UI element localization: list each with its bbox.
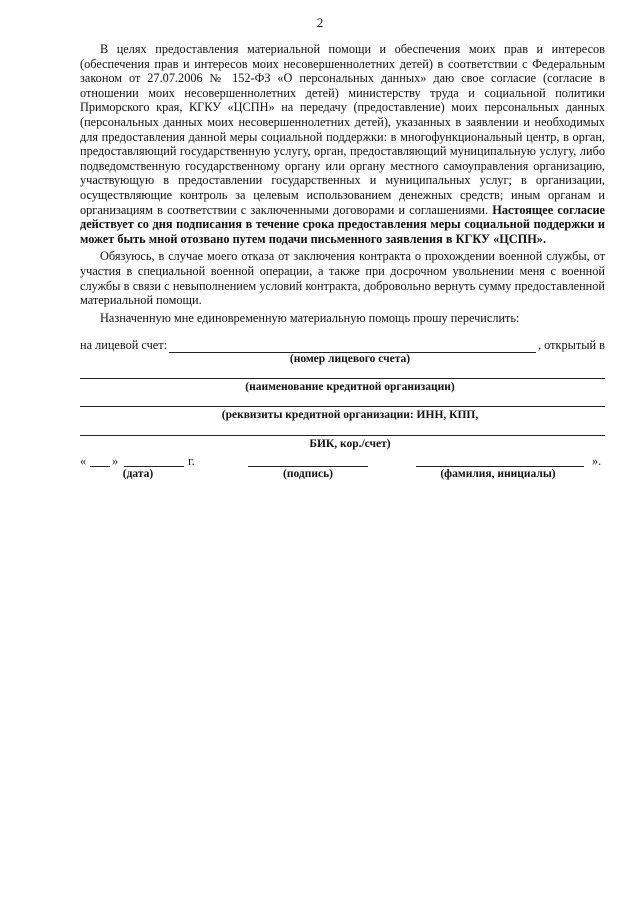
bank-name-caption: (наименование кредитной организации) — [245, 381, 455, 393]
consent-paragraph — [80, 42, 605, 246]
signature-caption: (подпись) — [283, 468, 333, 480]
bank-name-field[interactable] — [80, 368, 605, 379]
consent-validity-text: Настоящее согласие действует со дня подписания в течение срока предоставления меры социальной поддержки и может быть мной отозвано путем подачи письменного заявления в КГКУ «ЦСПН». — [80, 202, 605, 246]
end-mark: ». — [592, 454, 602, 468]
account-prefix: на лицевой счет: — [80, 338, 168, 352]
date-caption: (дата) — [122, 468, 154, 480]
day-field[interactable] — [90, 456, 110, 467]
page-number: 2 — [316, 15, 324, 30]
date-quote-close: » — [112, 454, 119, 468]
account-row — [80, 337, 605, 353]
signature-field[interactable] — [248, 456, 368, 467]
bank-details-field[interactable] — [80, 396, 605, 407]
year-suffix: г. — [188, 454, 195, 468]
account-caption: (номер лицевого счета) — [289, 353, 411, 365]
transfer-request-paragraph: Назначенную мне единовременную материальную помощь прошу перечислить: — [100, 310, 520, 325]
bank-details-field-2[interactable] — [80, 425, 605, 436]
obligation-paragraph: Обязуюсь, в случае моего отказа от заключения контракта о прохождении военной службы, от участия в специальной военной операции, а также при досрочном увольнении меня с военной службы в связи с невыполнением условий контракта, добровольно вернуть сумму предоставленной материальной помощи. — [80, 249, 605, 308]
full-name-caption: (фамилия, инициалы) — [440, 468, 556, 480]
month-year-field[interactable] — [124, 456, 184, 467]
bank-details-caption: (реквизиты кредитной организации: ИНН, КПП, — [221, 409, 479, 421]
date-quote-open: « — [80, 454, 87, 468]
document-body — [80, 42, 605, 328]
full-name-field[interactable] — [416, 456, 584, 467]
signature-row — [80, 453, 610, 469]
account-suffix: , открытый в — [538, 338, 605, 352]
consent-text: В целях предоставления материальной помощи и обеспечения моих прав и интересов (обеспечения прав и интересов моих несовершеннолетних детей) в соответствии с Федеральным законом от 27.07.2006 № 152-ФЗ «О персональных данных» даю свое согласие (согласие в отношении моих несовершеннолетних детей) министерству труда и социальной политики Приморского края, КГКУ «ЦСПН» на передачу (предоставление) моих персональных данных (персональных данных моих несовершеннолетних детей), указанных в заявлении и необходимых для предоставления данной меры социальной поддержки: в многофункциональный центр, в орган, предоставляющий государственную услугу, орган, предоставляющий муниципальную услугу, либо подведомственную государственному органу или органу местного самоуправления организацию, участвующую в предоставлении государственных и муниципальных услуг; в организации, осуществляющие контроль за целевым использованием денежных средств; иным органам и организациям в соответствии с заключенными договорами и соглашениями. — [80, 42, 605, 217]
account-number-field[interactable] — [169, 340, 536, 353]
bank-details-caption-2: БИК, кор./счет) — [309, 438, 391, 450]
